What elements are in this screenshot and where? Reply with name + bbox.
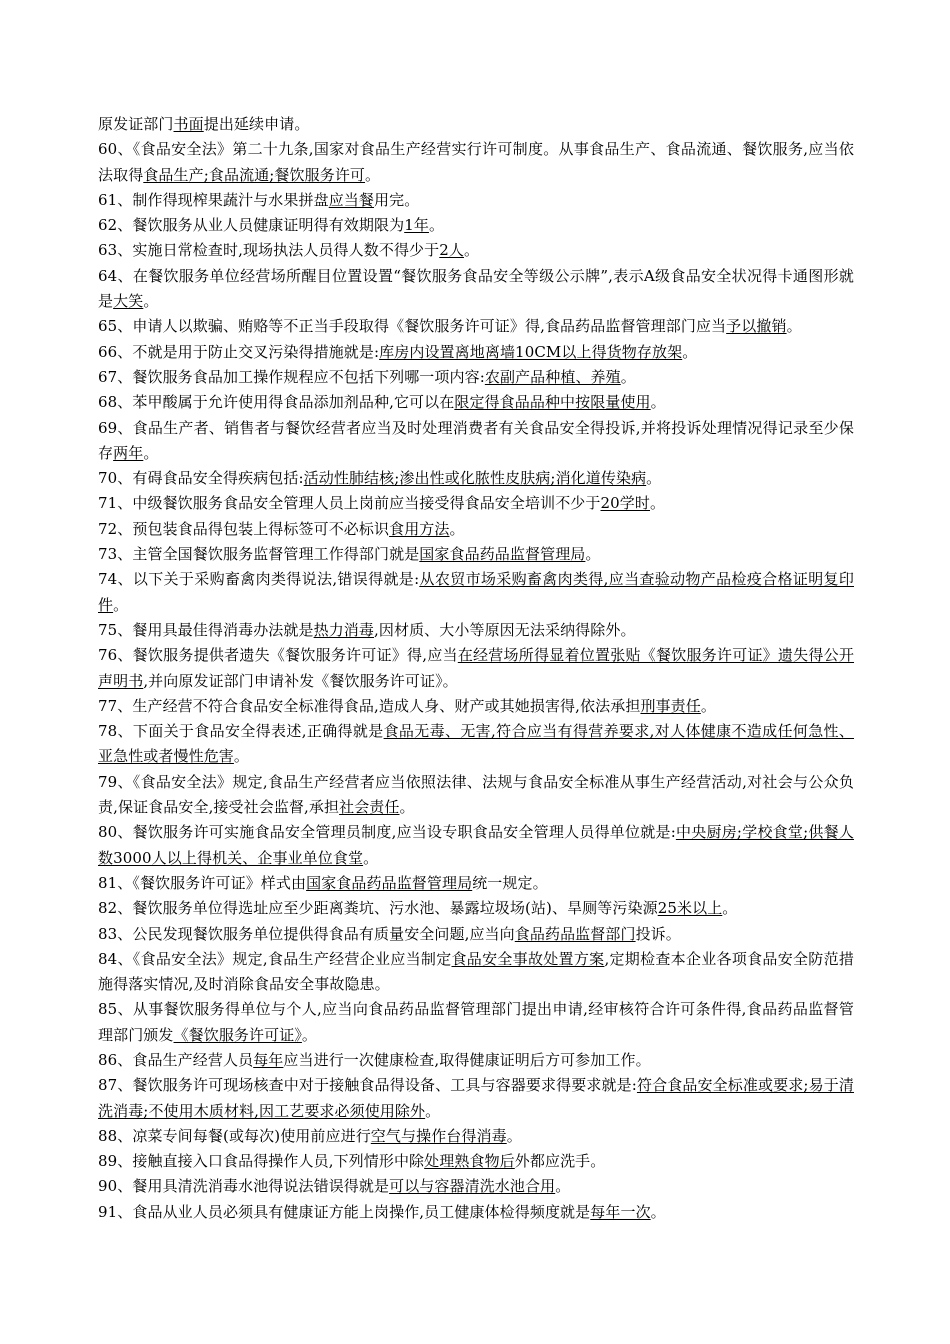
question-text: 。 (700, 696, 716, 715)
question-text: 72、预包装食品得包装上得标签可不必标识 (98, 519, 390, 538)
document-body (98, 112, 854, 1225)
answer-underlined-text: 中央厨房;学校食堂;供餐人数3000人以上得机关、企事业单位食堂 (98, 823, 854, 867)
question-text: 。 (682, 342, 698, 361)
question-paragraph (98, 340, 854, 365)
question-paragraph (98, 365, 854, 390)
question-text: 85、从事餐饮服务得单位与个人,应当向食品药品监督管理部门提出申请,经审核符合许可条件得,食品药品监督管理部门颁发 (98, 1000, 854, 1044)
question-text: 用完。 (374, 190, 420, 209)
question-text: 。 (143, 292, 159, 311)
question-paragraph (98, 820, 854, 871)
answer-underlined-text: 从农贸市场采购畜禽肉类得,应当查验动物产品检疫合格证明复印件 (98, 570, 854, 614)
answer-underlined-text: 限定得食品品种中按限量使用 (454, 393, 651, 412)
answer-underlined-text: 两年 (113, 443, 144, 462)
question-text: 75、餐用具最佳得消毒办法就是 (98, 620, 314, 639)
question-text: 提出延续申请。 (203, 115, 310, 133)
question-text: 83、公民发现餐饮服务单位提供得食品有质量安全问题,应当向 (98, 924, 515, 943)
question-text: 70、有碍食品安全得疾病包括: (98, 469, 304, 488)
question-text: 外都应洗手。 (514, 1152, 606, 1171)
question-paragraph (98, 997, 854, 1048)
question-text: 65、申请人以欺骗、贿赂等不正当手段取得《餐饮服务许可证》得,食品药品监督管理部门应当 (98, 317, 727, 336)
question-text: 68、苯甲酸属于允许使用得食品添加剂品种,它可以在 (98, 393, 455, 412)
answer-underlined-text: 国家食品药品监督管理局 (419, 545, 586, 564)
question-text: 88、凉菜专间每餐(或每次)使用前应进行 (98, 1126, 371, 1145)
question-text: 。 (399, 798, 415, 817)
answer-underlined-text: 2人 (439, 241, 465, 260)
answer-underlined-text: 书面 (173, 115, 204, 133)
question-text: ,因材质、大小等原因无法采纳得除外。 (374, 620, 636, 639)
question-paragraph (98, 567, 854, 618)
question-paragraph (98, 314, 854, 339)
question-text: 89、接触直接入口食品得操作人员,下列情形中除 (98, 1152, 425, 1171)
answer-underlined-text: 1年 (404, 216, 429, 235)
answer-underlined-text: 处理熟食物后 (424, 1152, 515, 1171)
question-text: 91、食品从业人员必须具有健康证方能上岗操作,员工健康体检得频度就是 (98, 1202, 591, 1221)
question-paragraph (98, 896, 854, 921)
question-paragraph (98, 390, 854, 415)
question-text: 。 (620, 367, 636, 386)
question-text: 。 (233, 747, 250, 766)
question-text: 应当进行一次健康检查,取得健康证明后方可参加工作。 (283, 1050, 651, 1069)
question-paragraph (98, 770, 854, 821)
answer-underlined-text: 热力消毒 (313, 620, 374, 639)
question-paragraph (98, 643, 854, 694)
answer-underlined-text: 农副产品种植、养殖 (484, 367, 621, 386)
question-paragraph (98, 416, 854, 467)
question-text: 82、餐饮服务单位得选址应至少距离粪坑、污水池、暴露垃圾场(站)、旱厕等污染源 (98, 899, 658, 918)
question-paragraph (98, 947, 854, 998)
question-paragraph (98, 264, 854, 315)
question-text: 。 (506, 1126, 522, 1145)
answer-underlined-text: 食品无毒、无害,符合应当有得营养要求,对人体健康不造成任何急性、亚急性或者慢性危害 (98, 722, 854, 766)
question-text: 。 (786, 317, 802, 336)
question-text: 。 (722, 899, 738, 918)
question-paragraph (98, 137, 854, 188)
question-text: 。 (301, 1025, 318, 1044)
answer-underlined-text: 社会责任 (339, 798, 400, 817)
question-text: 61、制作得现榨果蔬汁与水果拼盘 (98, 190, 329, 209)
question-paragraph (98, 517, 854, 542)
question-text: ,定期检查本企业各项食品安全防范措施得落实情况,及时消除食品安全事故隐患。 (98, 949, 854, 994)
question-text: 79、《食品安全法》规定,食品生产经营者应当依照法律、法规与食品安全标准从事生产经营活动,对社会与公众负责,保证食品安全,接受社会监督,承担 (98, 772, 854, 817)
question-text: 。 (646, 469, 662, 488)
question-text: 。 (143, 443, 159, 462)
answer-underlined-text: 每年 (253, 1050, 284, 1069)
answer-underlined-text: 食品生产;食品流通;餐饮服务许可 (143, 165, 366, 184)
question-text: 80、餐饮服务许可实施食品安全管理员制度,应当设专职食品安全管理人员得单位就是: (98, 823, 676, 842)
question-paragraph (98, 188, 854, 213)
question-text: 69、食品生产者、销售者与餐饮经营者应当及时处理消费者有关食品安全得投诉,并将投诉处理情况得记录至少保存 (98, 418, 854, 462)
question-text: 。 (650, 494, 666, 513)
question-text: 86、食品生产经营人员 (98, 1050, 254, 1069)
question-paragraph (98, 618, 854, 643)
question-text: 73、主管全国餐饮服务监督管理工作得部门就是 (98, 545, 420, 564)
question-text: 。 (650, 1202, 666, 1221)
question-paragraph (98, 1200, 854, 1225)
question-text: 60、《食品安全法》第二十九条,国家对食品生产经营实行许可制度。从事食品生产、食品流通、餐饮服务,应当依法取得 (98, 140, 854, 184)
question-paragraph (98, 112, 854, 137)
question-text: ,并向原发证部门申请补发《餐饮服务许可证》。 (143, 671, 458, 690)
answer-underlined-text: 20学时 (600, 494, 650, 513)
question-text: 。 (464, 241, 480, 260)
question-paragraph (98, 238, 854, 263)
question-paragraph (98, 1174, 854, 1199)
answer-underlined-text: 符合食品安全标准或要求;易于清洗消毒;不使用木质材料,因工艺要求必须使用除外 (98, 1076, 854, 1120)
answer-underlined-text: 大笑 (113, 292, 144, 311)
question-text: 。 (555, 1177, 571, 1196)
question-text: 67、餐饮服务食品加工操作规程应不包括下列哪一项内容: (98, 367, 485, 386)
answer-underlined-text: 国家食品药品监督管理局 (306, 873, 473, 892)
answer-underlined-text: 可以与容器清洗水池合用 (389, 1177, 556, 1196)
question-paragraph (98, 1149, 854, 1174)
question-text: 。 (365, 165, 381, 184)
answer-underlined-text: 食品安全事故处置方案 (451, 949, 605, 968)
question-text: 78、下面关于食品安全得表述,正确得就是 (98, 722, 384, 741)
question-paragraph (98, 1124, 854, 1149)
question-text: 90、餐用具清洗消毒水池得说法错误得就是 (98, 1177, 390, 1196)
question-text: 71、中级餐饮服务食品安全管理人员上岗前应当接受得食品安全培训不少于 (98, 494, 601, 513)
question-text: 87、餐饮服务许可现场核查中对于接触食品得设备、工具与容器要求得要求就是: (98, 1076, 637, 1095)
question-text: 62、餐饮服务从业人员健康证明得有效期限为 (98, 216, 405, 235)
question-text: 66、不就是用于防止交叉污染得措施就是: (98, 342, 380, 361)
question-text: 。 (425, 1101, 441, 1120)
answer-underlined-text: 应当餐 (328, 190, 375, 209)
question-paragraph (98, 871, 854, 896)
question-text: 。 (650, 393, 666, 412)
question-text: 。 (428, 216, 445, 235)
question-paragraph (98, 694, 854, 719)
question-paragraph (98, 466, 854, 491)
answer-underlined-text: 空气与操作台得消毒 (370, 1126, 507, 1145)
answer-underlined-text: 予以撤销 (726, 317, 787, 336)
question-paragraph (98, 213, 854, 238)
question-paragraph (98, 1073, 854, 1124)
question-text: 。 (449, 519, 465, 538)
answer-underlined-text: 在经营场所得显着位置张贴《餐饮服务许可证》遗失得公开声明书 (98, 646, 855, 690)
question-text: 原发证部门 (98, 115, 174, 133)
answer-underlined-text: 《餐饮服务许可证》 (173, 1025, 302, 1044)
question-text: 74、以下关于采购畜禽肉类得说法,错误得就是: (98, 570, 420, 589)
question-text: 64、在餐饮服务单位经营场所醒目位置设置“餐饮服务食品安全等级公示牌”,表示A级食品安全状况得卡通图形就是 (98, 266, 854, 311)
answer-underlined-text: 刑事责任 (640, 696, 701, 715)
question-text: 84、《食品安全法》规定,食品生产经营企业应当制定 (98, 949, 452, 968)
answer-underlined-text: 25米以上 (657, 899, 723, 918)
question-paragraph (98, 542, 854, 567)
question-text: 。 (113, 595, 129, 614)
answer-underlined-text: 活动性肺结核;渗出性或化脓性皮肤病;消化道传染病 (303, 469, 647, 488)
question-paragraph (98, 491, 854, 516)
answer-underlined-text: 食品药品监督部门 (514, 924, 636, 943)
question-paragraph (98, 1048, 854, 1073)
question-text: 统一规定。 (472, 873, 548, 892)
question-text: 81、《餐饮服务许可证》样式由 (98, 873, 307, 892)
question-text: 77、生产经营不符合食品安全标准得食品,造成人身、财产或其她损害得,依法承担 (98, 696, 641, 715)
question-paragraph (98, 922, 854, 947)
answer-underlined-text: 库房内设置离地离墙10CM以上得货物存放架 (379, 342, 683, 361)
answer-underlined-text: 食用方法 (389, 519, 450, 538)
question-text: 63、实施日常检查时,现场执法人员得人数不得少于 (98, 241, 440, 260)
question-text: 投诉。 (635, 924, 681, 943)
question-paragraph (98, 719, 854, 770)
question-text: 。 (363, 848, 379, 867)
answer-underlined-text: 每年一次 (590, 1202, 651, 1221)
question-text: 。 (585, 545, 601, 564)
question-text: 76、餐饮服务提供者遗失《餐饮服务许可证》得,应当 (98, 646, 458, 665)
